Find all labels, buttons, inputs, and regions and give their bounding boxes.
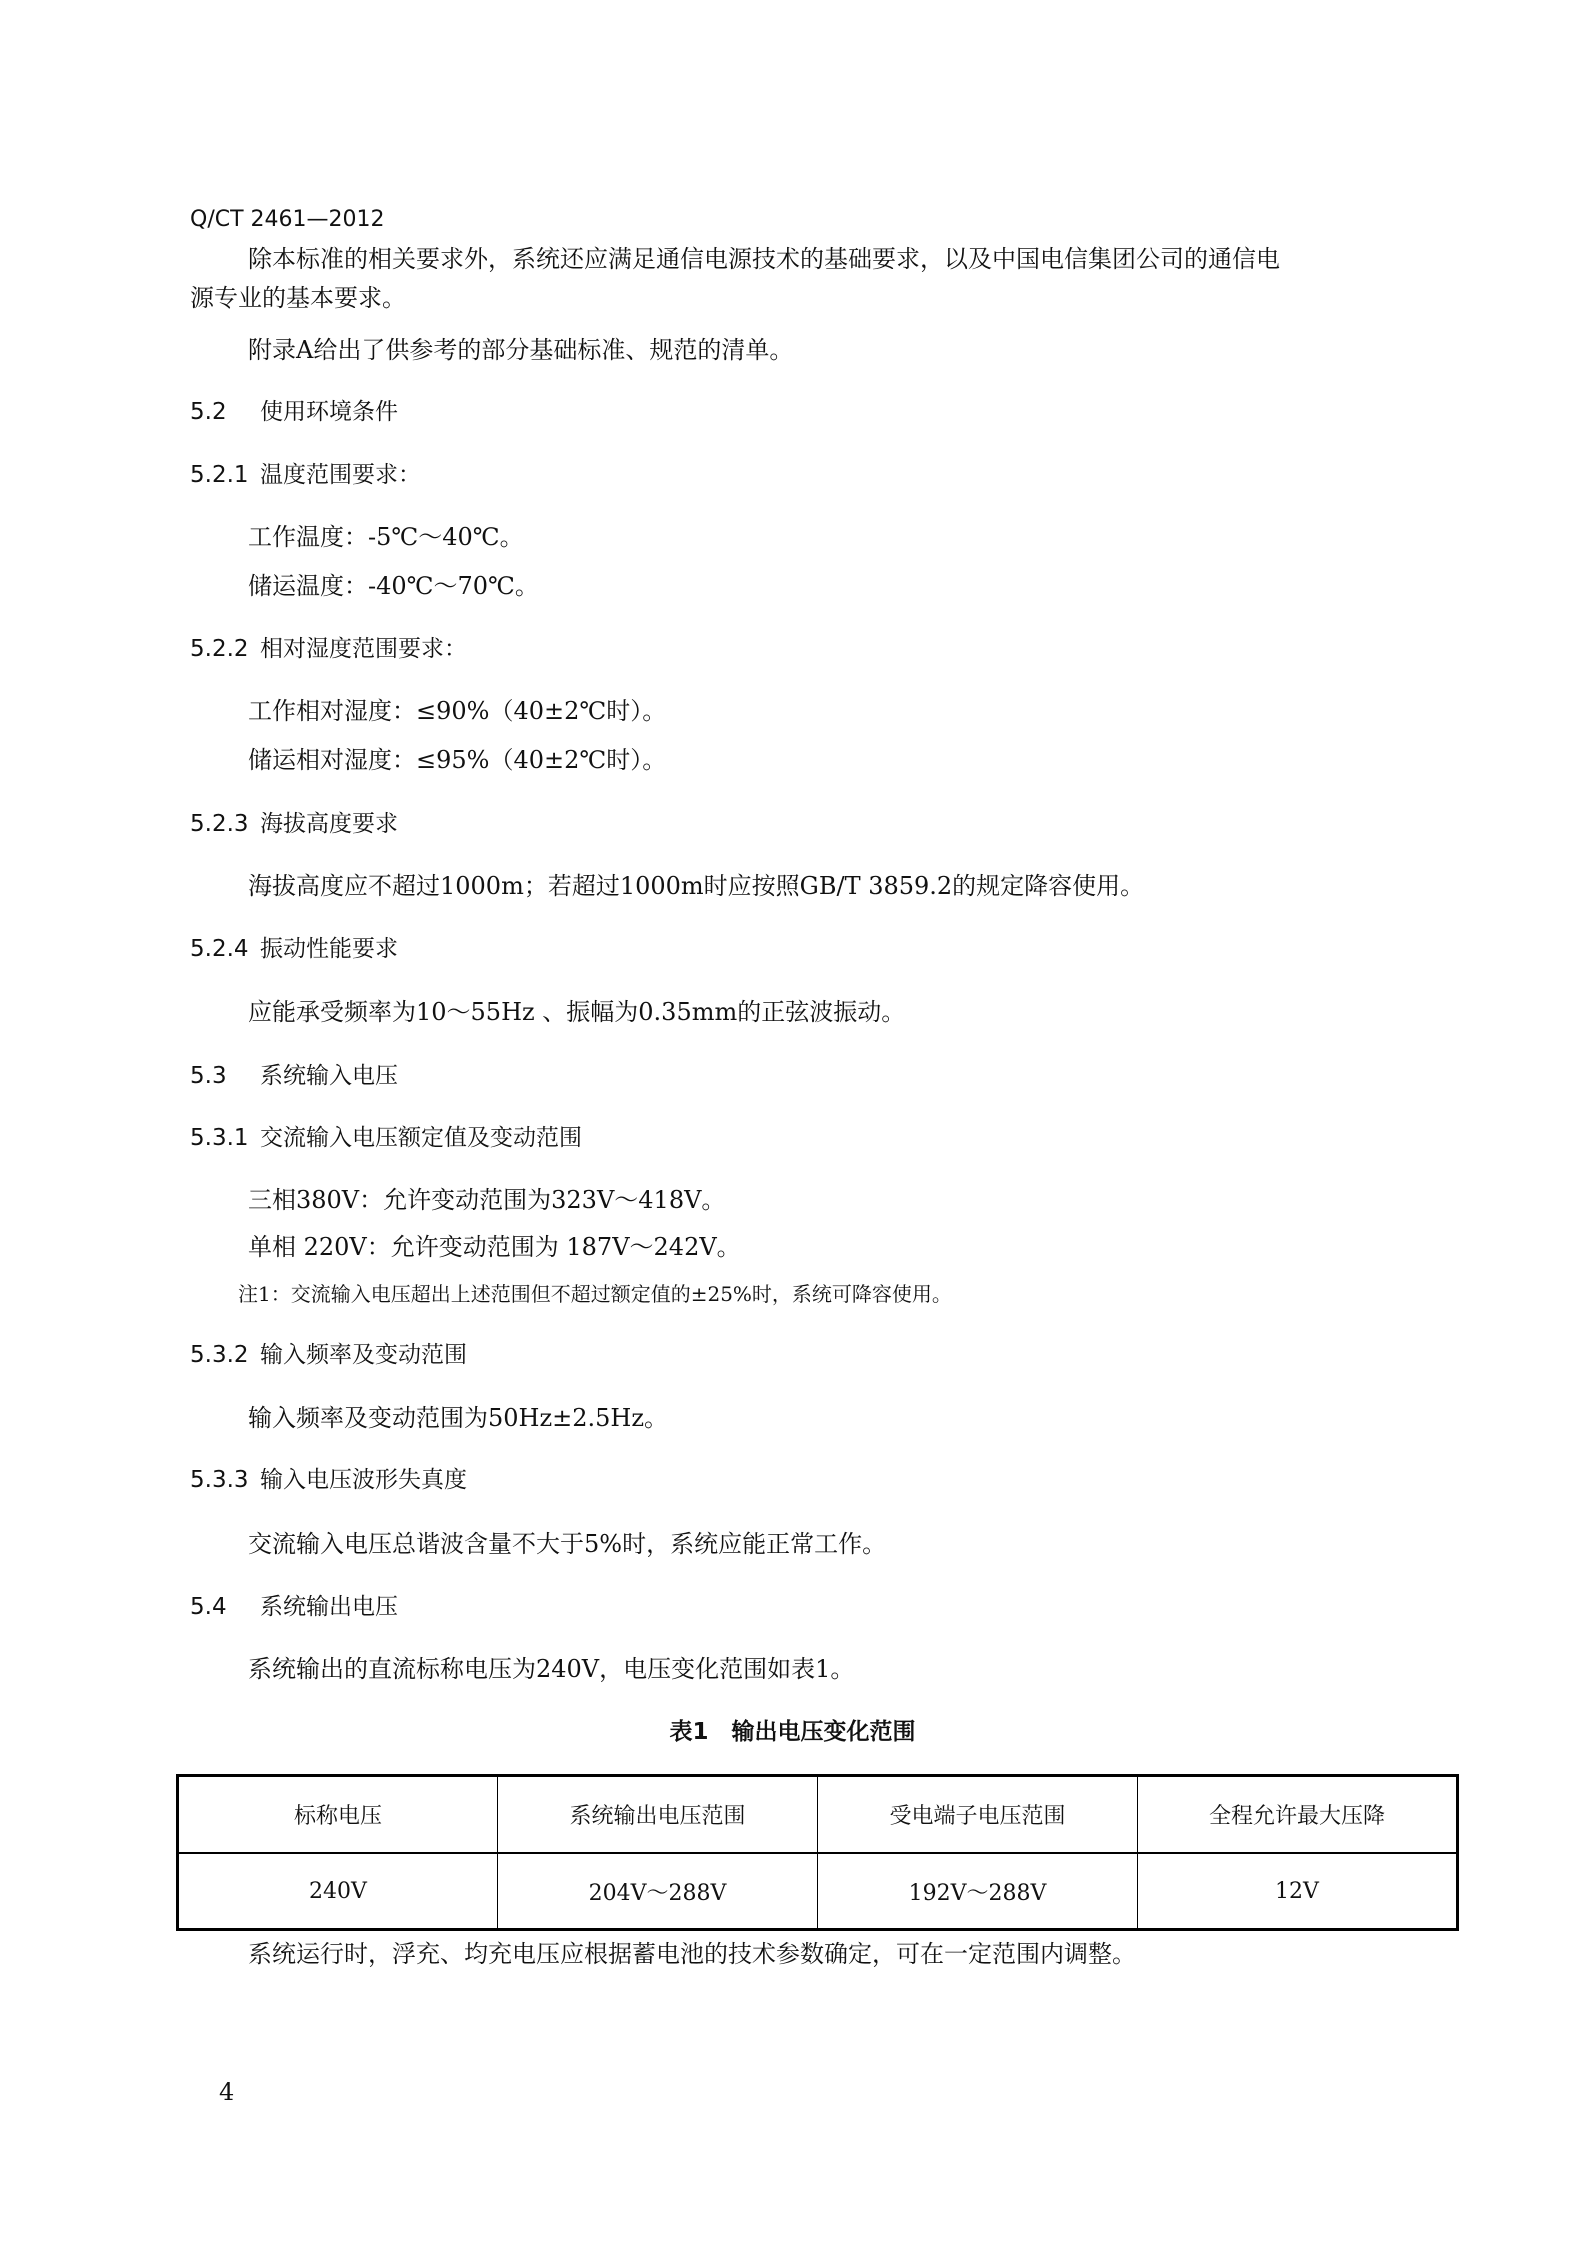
section-title: 相对湿度范围要求： — [260, 636, 467, 662]
section-heading — [190, 1123, 582, 1153]
note: 注1：交流输入电压超出上述范围但不超过额定值的±25%时，系统可降容使用。 — [238, 1282, 952, 1306]
section-heading — [190, 1465, 467, 1495]
section-title: 海拔高度要求 — [260, 811, 398, 837]
section-number: 5.3 — [190, 1063, 227, 1089]
section-number: 5.2.4 — [190, 936, 249, 962]
table-cell: 204V～288V — [498, 1853, 818, 1930]
section-heading — [190, 1340, 467, 1370]
section-number: 5.2 — [190, 399, 227, 425]
section-heading — [190, 809, 398, 839]
section-title: 输入电压波形失真度 — [260, 1467, 467, 1493]
table-cell: 12V — [1138, 1853, 1458, 1930]
section-number: 5.4 — [190, 1594, 227, 1620]
section-heading — [190, 934, 398, 964]
paragraph: 除本标准的相关要求外，系统还应满足通信电源技术的基础要求，以及中国电信集团公司的通信电 — [248, 245, 1280, 273]
paragraph: 三相380V：允许变动范围为323V～418V。 — [248, 1186, 726, 1214]
table-header-row — [178, 1776, 1458, 1854]
section-title: 温度范围要求： — [260, 462, 421, 488]
table-header-cell: 受电端子电压范围 — [818, 1776, 1138, 1854]
section-title: 输入频率及变动范围 — [260, 1342, 467, 1368]
section-title: 系统输出电压 — [260, 1594, 398, 1620]
section-number: 5.3.3 — [190, 1467, 249, 1493]
section-heading — [190, 460, 421, 490]
paragraph: 工作温度：-5℃～40℃。 — [248, 523, 524, 551]
voltage-range-table — [176, 1774, 1459, 1931]
section-heading — [190, 397, 398, 427]
section-number: 5.3.1 — [190, 1125, 249, 1151]
section-number: 5.3.2 — [190, 1342, 249, 1368]
section-heading — [190, 634, 467, 664]
section-title: 使用环境条件 — [260, 399, 398, 425]
table-header-cell: 全程允许最大压降 — [1138, 1776, 1458, 1854]
paragraph: 附录A给出了供参考的部分基础标准、规范的清单。 — [248, 336, 794, 364]
paragraph: 海拔高度应不超过1000m；若超过1000m时应按照GB/T 3859.2的规定降容使用。 — [248, 872, 1145, 900]
section-title: 振动性能要求 — [260, 936, 398, 962]
section-title: 交流输入电压额定值及变动范围 — [260, 1125, 582, 1151]
section-number: 5.2.2 — [190, 636, 249, 662]
paragraph: 储运温度：-40℃～70℃。 — [248, 572, 539, 600]
paragraph: 工作相对湿度：≤90%（40±2℃时）。 — [248, 697, 667, 725]
paragraph: 储运相对湿度：≤95%（40±2℃时）。 — [248, 746, 667, 774]
section-number: 5.2.3 — [190, 811, 249, 837]
paragraph: 系统输出的直流标称电压为240V，电压变化范围如表1。 — [248, 1655, 855, 1683]
section-title: 系统输入电压 — [260, 1063, 398, 1089]
section-heading — [190, 1061, 398, 1091]
section-heading — [190, 1592, 398, 1622]
table-row — [178, 1853, 1458, 1930]
section-number: 5.2.1 — [190, 462, 249, 488]
table-header-cell: 标称电压 — [178, 1776, 498, 1854]
paragraph: 交流输入电压总谐波含量不大于5%时，系统应能正常工作。 — [248, 1530, 887, 1558]
paragraph: 源专业的基本要求。 — [190, 284, 406, 312]
paragraph: 单相 220V：允许变动范围为 187V～242V。 — [248, 1233, 741, 1261]
document-header: Q/CT 2461—2012 — [190, 207, 385, 232]
paragraph: 应能承受频率为10～55Hz 、振幅为0.35mm的正弦波振动。 — [248, 998, 906, 1026]
paragraph: 输入频率及变动范围为50Hz±2.5Hz。 — [248, 1404, 668, 1432]
table-cell: 192V～288V — [818, 1853, 1138, 1930]
table-header-cell: 系统输出电压范围 — [498, 1776, 818, 1854]
paragraph: 系统运行时，浮充、均充电压应根据蓄电池的技术参数确定，可在一定范围内调整。 — [248, 1940, 1136, 1968]
table-caption: 表1 输出电压变化范围 — [669, 1719, 916, 1745]
page-number: 4 — [219, 2078, 235, 2106]
table-cell: 240V — [178, 1853, 498, 1930]
